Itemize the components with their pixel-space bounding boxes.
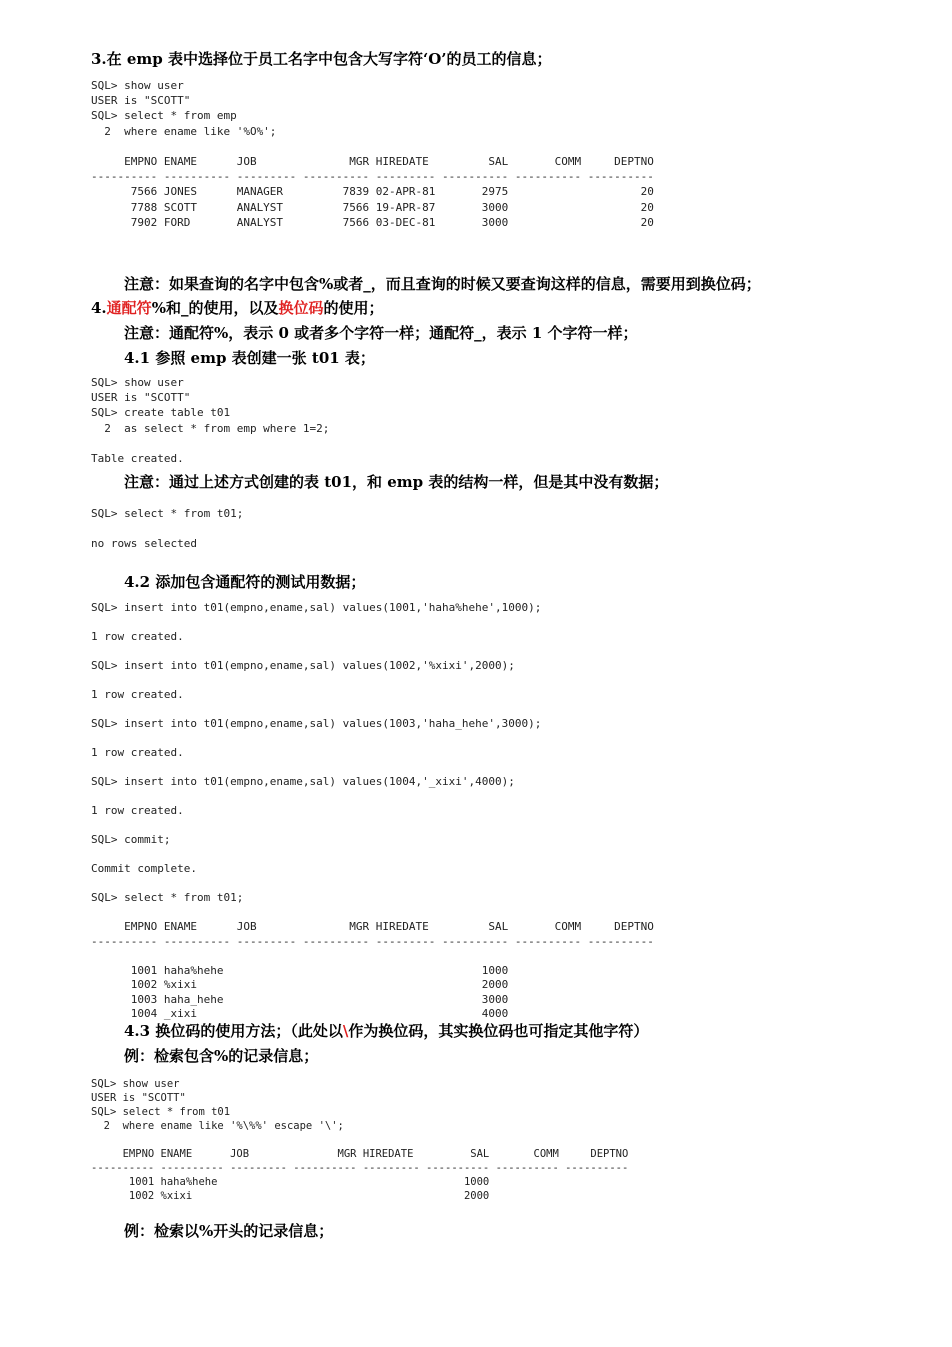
section-4-2-heading: 4.2 添加包含通配符的测试用数据；: [124, 573, 366, 591]
escape-code-term: 换位码: [278, 299, 324, 317]
example-2-heading: 例：检索以%开头的记录信息；: [124, 1222, 334, 1240]
code-block-emp-query: SQL> show user USER is "SCOTT" SQL> select * from emp 2 where ename like '%O%'; EMPNO ENAME JOB MGR HIREDATE SAL COMM DEPTNO ---------- ---------- --------- ---------- --------- ---------- ---------- ---------- 7566 JONES MANAGER 7839 02-APR-81 2975 20 7788 SCOTT ANALYST 7566 19-APR-87 3000 20 7902 FORD ANALYST 7566 03-DEC-81 3000 20: [91, 79, 654, 229]
section-4-number: 4.: [91, 299, 107, 317]
note-table-structure: 注意：通过上述方式创建的表 t01，和 emp 表的结构一样，但是其中没有数据；: [124, 473, 669, 491]
section-4-1-heading: 4.1 参照 emp 表创建一张 t01 表；: [124, 349, 375, 367]
example-1-heading: 例：检索包含%的记录信息；: [124, 1047, 319, 1065]
section-4-middle-text: %和_的使用，以及: [151, 299, 279, 317]
code-block-select-empty: SQL> select * from t01; no rows selected: [91, 507, 244, 551]
code-block-escape-query: SQL> show user USER is "SCOTT" SQL> select * from t01 2 where ename like '%\%%' escape '\'; EMPNO ENAME JOB MGR HIREDATE SAL COMM DEPTNO ---------- ---------- --------- ---------- --------- ---------- ---------- ---------- 1001 haha%hehe 1000 1002 %xixi 2000: [91, 1078, 629, 1202]
section-4-suffix-text: 的使用；: [323, 299, 384, 317]
note-wildcard-meaning: 注意：通配符%，表示 0 或者多个字符一样；通配符_，表示 1 个字符一样；: [124, 324, 638, 342]
section-4-3-text-b: 作为换位码，其实换位码也可指定其他字符）: [348, 1022, 649, 1040]
section-4-3-heading: [124, 1021, 648, 1041]
backslash-escape-char: \: [342, 1022, 349, 1040]
section-4-3-text-a: 4.3 换位码的使用方法；（此处以: [124, 1022, 343, 1040]
note-escape-needed: 注意：如果查询的名字中包含%或者_，而且查询的时候又要查询这样的信息，需要用到换位码；: [124, 275, 761, 293]
wildcard-term: 通配符: [106, 299, 152, 317]
section-3-heading: 3.在 emp 表中选择位于员工名字中包含大写字符‘O’的员工的信息；: [91, 50, 552, 68]
code-block-insert-data: SQL> insert into t01(empno,ename,sal) values(1001,'haha%hehe',1000); 1 row created. SQL> insert into t01(empno,ename,sal) values(1002,'%xixi',2000); 1 row created. SQL> insert into t01(empno,ename,sal) values(1003,'haha_hehe',3000); 1 row created. SQL> insert into t01(empno,ename,sal) values(1004,'_xixi',4000); 1 row created. SQL> commit; Commit complete. SQL> select * from t01; EMPNO ENAME JOB MGR HIREDATE SAL COMM DEPTNO ---------- ---------- --------- ---------- --------- ---------- ---------- ---------- 1001 haha%hehe 1000 1002 %xixi 2000 1003 haha_hehe 3000 1004 _xixi 4000: [91, 601, 654, 1020]
section-4-heading: [91, 298, 383, 318]
code-block-create-table: SQL> show user USER is "SCOTT" SQL> create table t01 2 as select * from emp where 1=2; Table created.: [91, 376, 330, 466]
